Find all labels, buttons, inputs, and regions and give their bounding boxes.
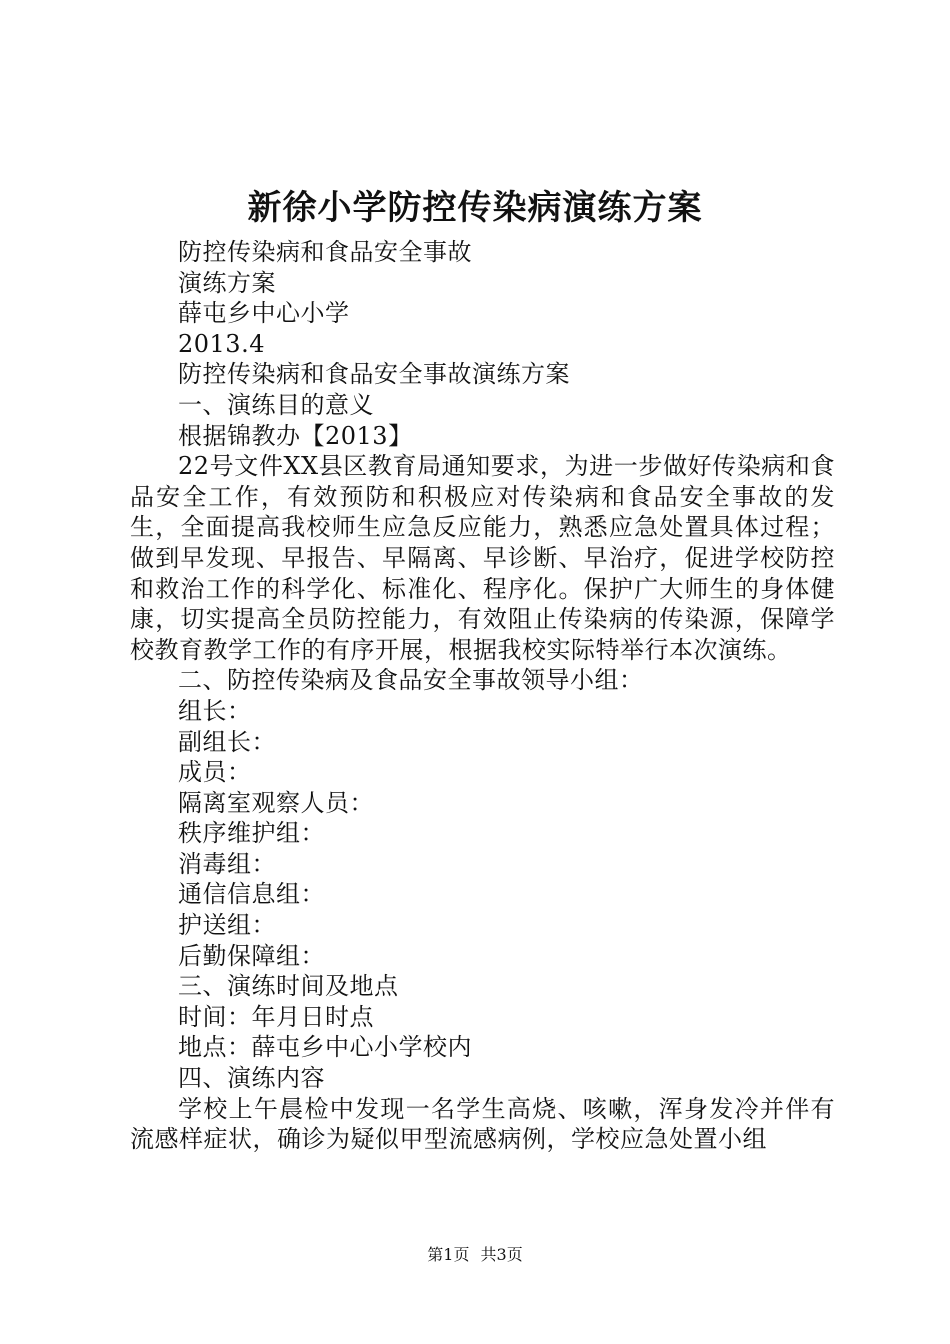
text-line: 副组长： — [178, 727, 276, 756]
body-paragraph: 学校上午晨检中发现一名学生高烧、咳嗽，浑身发冷并伴有流感样症状，确诊为疑似甲型流感病例，学校应急处置小组 — [130, 1094, 835, 1154]
text-line: 薛屯乡中心小学 — [178, 299, 350, 328]
section-heading: 一、演练目的意义 — [178, 390, 374, 419]
page-number: 第1页 — [427, 1245, 470, 1264]
section-heading: 四、演练内容 — [178, 1064, 325, 1093]
text-line: 2013.4 — [178, 329, 265, 358]
text-line: 通信信息组： — [178, 880, 325, 909]
text-line: 根据锦教办【2013】 — [178, 421, 413, 450]
text-line: 时间：年月日时点 — [178, 1002, 374, 1031]
page-footer — [0, 1245, 950, 1265]
page-total: 共3页 — [480, 1245, 523, 1264]
document-body — [130, 237, 835, 1155]
section-heading: 三、演练时间及地点 — [178, 972, 399, 1001]
text-line: 隔离室观察人员： — [178, 788, 374, 817]
text-line: 护送组： — [178, 911, 276, 940]
text-line: 演练方案 — [178, 268, 276, 297]
document-title: 新徐小学防控传染病演练方案 — [247, 188, 703, 228]
text-line: 组长： — [178, 696, 252, 725]
text-line: 成员： — [178, 758, 252, 787]
section-heading: 二、防控传染病及食品安全事故领导小组： — [178, 666, 644, 695]
text-line: 防控传染病和食品安全事故 — [178, 238, 472, 266]
text-line: 防控传染病和食品安全事故演练方案 — [178, 360, 570, 389]
text-line: 秩序维护组： — [178, 819, 325, 848]
body-paragraph: 22号文件XX县区教育局通知要求，为进一步做好传染病和食品安全工作，有效预防和积极应对传染病和食品安全事故的发生，全面提高我校师生应急反应能力，熟悉应急处置具体过程；做到早发现、早报告、早隔离、早诊断、早治疗，促进学校防控和救治工作的科学化、标准化、程序化。保护广大师生的身体健康，切实提高全员防控能力，有效阻止传染病的传染源，保障学校教育教学工作的有序开展，根据我校实际特举行本次演练。 — [130, 452, 835, 664]
text-line: 消毒组： — [178, 849, 276, 878]
text-line: 后勤保障组： — [178, 941, 325, 970]
text-line: 地点：薛屯乡中心小学校内 — [178, 1033, 472, 1062]
